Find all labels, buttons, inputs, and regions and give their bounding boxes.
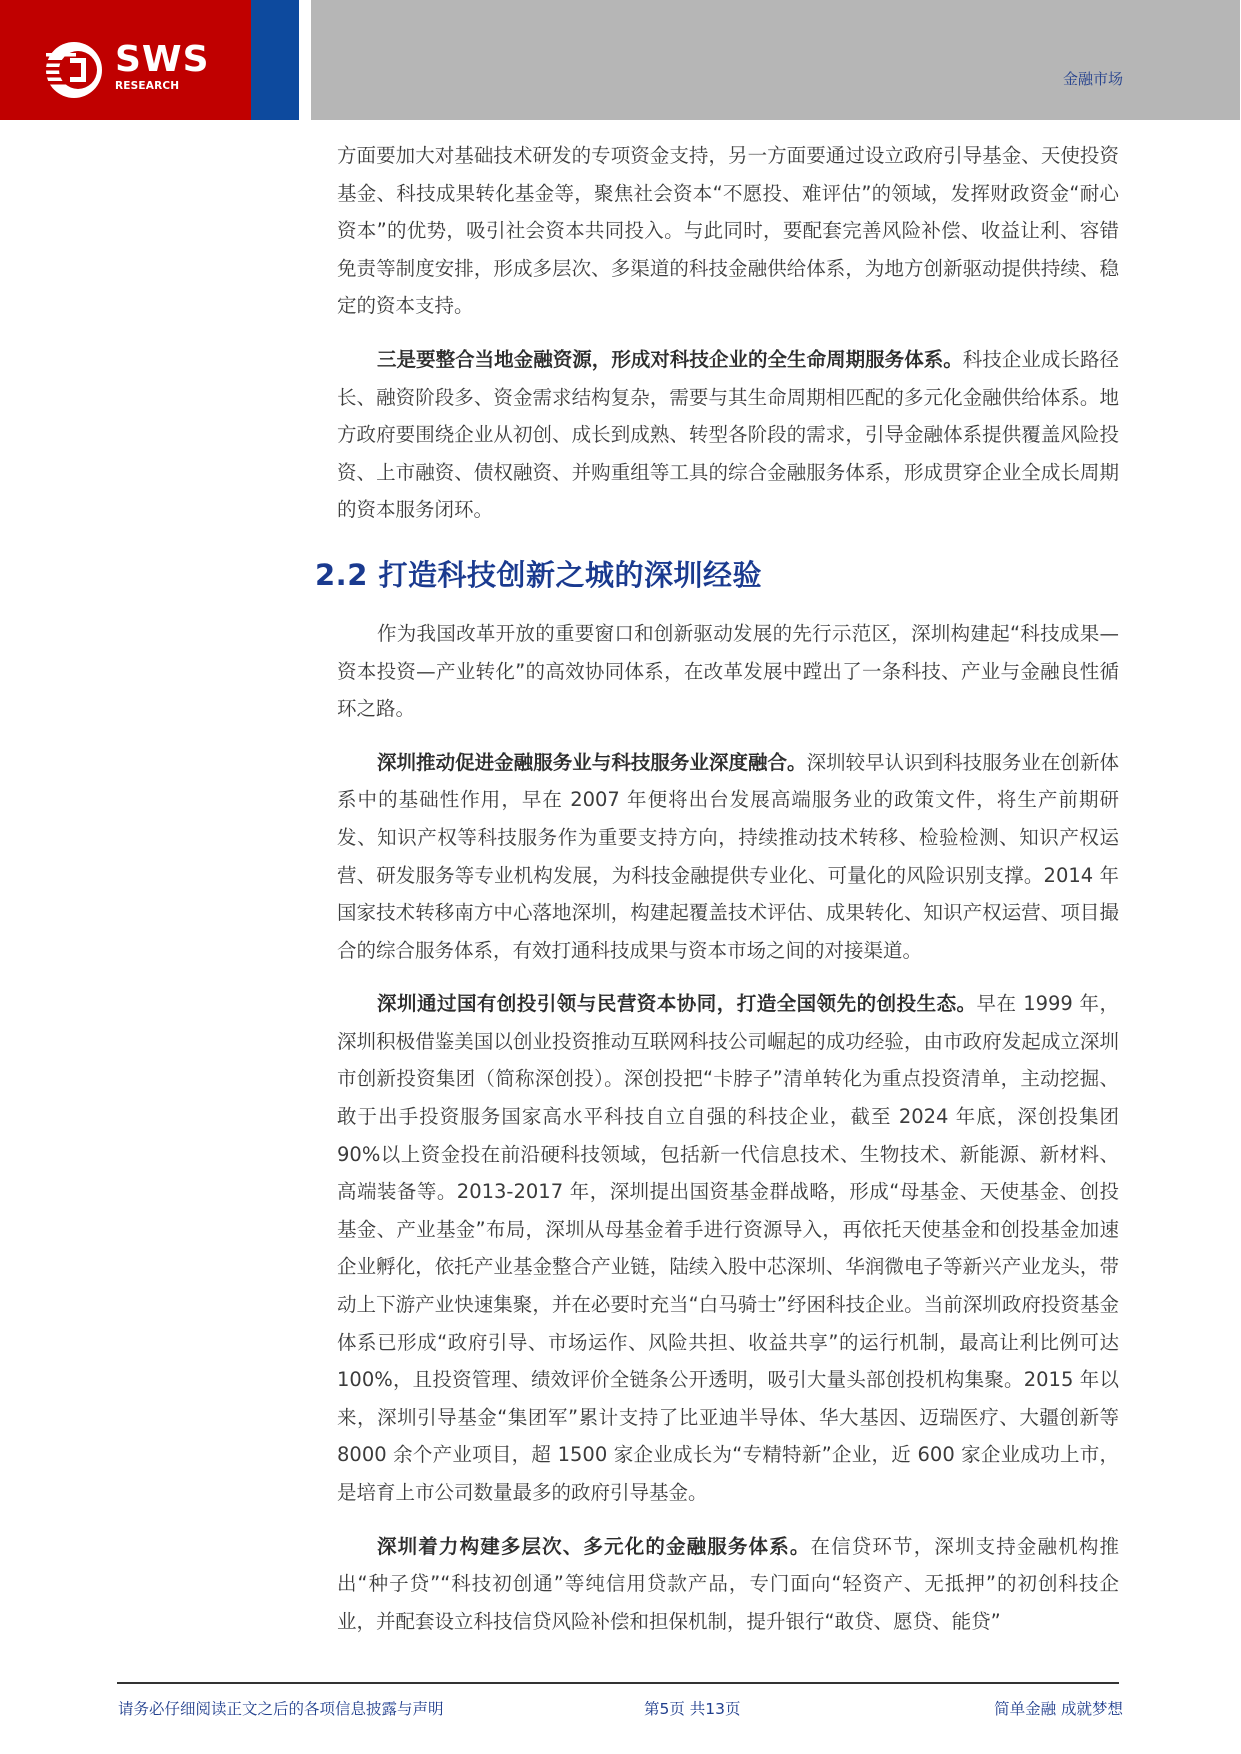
paragraph-financial-services: 深圳着力构建多层次、多元化的金融服务体系。在信贷环节，深圳支持金融机构推出“种子贷”“科技初创通”等纯信用贷款产品，专门面向“轻资产、无抵押”的初创科技企业，并配套设立科技信贷风险补偿和担保机制，提升银行“敢贷、愿贷、能贷” — [337, 1534, 1119, 1633]
paragraph-lifecycle-service: 三是要整合当地金融资源，形成对科技企业的全生命周期服务体系。科技企业成长路径长、融资阶段多、资金需求结构复杂，需要与其生命周期相匹配的多元化金融供给体系。地方政府要围绕企业从初创、成长到成熟、转型各阶段的需求，引导金融体系提供覆盖风险投资、上市融资、债权融资、并购重组等工具的综合金融服务体系，形成贯穿企业全成长周期的资本服务闭环。 — [337, 347, 1119, 522]
report-category: 金融市场 — [1062, 70, 1123, 88]
logo-sws-text: SWS — [115, 39, 210, 80]
footer-slogan: 简单金融 成就梦想 — [994, 1700, 1123, 1718]
section-heading: 2.2 打造科技创新之城的深圳经验 — [315, 557, 762, 592]
header-blue-stripe — [251, 0, 299, 120]
header-gray-band — [311, 0, 1240, 120]
paragraph-service-integration: 深圳推动促进金融服务业与科技服务业深度融合。深圳较早认识到科技服务业在创新体系中的基础性作用，早在 2007 年便将出台发展高端服务业的政策文件，将生产前期研发、知识产权等科技服务作为重要支持方向，持续推动技术转移、检验检测、知识产权运营、研发服务等专业机构发展，为科技金融提供专业化、可量化的风险识别支撑。2014 年国家技术转移南方中心落地深圳，构建起覆盖技术评估、成果转化、知识产权运营、项目撮合的综合服务体系，有效打通科技成果与资本市场之间的对接渠道。 — [337, 750, 1119, 962]
sws-globe-icon — [42, 40, 108, 100]
paragraph-lead: 深圳推动促进金融服务业与科技服务业深度融合。 — [377, 750, 807, 774]
paragraph-lead: 深圳通过国有创投引领与民营资本协同，打造全国领先的创投生态。 — [377, 992, 977, 1016]
sws-research-logo — [42, 40, 212, 100]
page-number: 第5页 共13页 — [644, 1700, 741, 1718]
paragraph-lead: 三是要整合当地金融资源，形成对科技企业的全生命周期服务体系。 — [377, 347, 963, 371]
logo-research-text: RESEARCH — [115, 80, 180, 92]
footer-divider — [117, 1682, 1119, 1684]
paragraph-venture-ecosystem: 深圳通过国有创投引领与民营资本协同，打造全国领先的创投生态。早在 1999 年，深圳积极借鉴美国以创业投资推动互联网科技公司崛起的成功经验，由市政府发起成立深圳市创新投资集团（简称深创投）。深创投把“卡脖子”清单转化为重点投资清单，主动挖掘、敢于出手投资服务国家高水平科技自立自强的科技企业，截至 2024 年底，深创投集团 90%以上资金投在前沿硬科技领域，包括新一代信息技术、生物技术、新能源、新材料、高端装备等。2013-2017 年，深圳提出国资基金群战略，形成“母基金、天使基金、创投基金、产业基金”布局，深圳从母基金着手进行资源导入，再依托天使基金和创投基金加速企业孵化，依托产业基金整合产业链，陆续入股中芯深圳、华润微电子等新兴产业龙头，带动上下游产业快速集聚，并在必要时充当“白马骑士”纾困科技企业。当前深圳政府投资基金体系已形成“政府引导、市场运作、风险共担、收益共享”的运行机制，最高让利比例可达 100%，且投资管理、绩效评价全链条公开透明，吸引大量头部创投机构集聚。2015 年以来，深圳引导基金“集团军”累计支持了比亚迪半导体、华大基因、迈瑞医疗、大疆创新等 8000 余个产业项目，超 1500 家企业成长为“专精特新”企业，近 600 家企业成功上市，是培育上市公司数量最多的政府引导基金。 — [337, 992, 1119, 1504]
paragraph-funding: 方面要加大对基础技术研发的专项资金支持，另一方面要通过设立政府引导基金、天使投资基金、科技成果转化基金等，聚焦社会资本“不愿投、难评估”的领域，发挥财政资金“耐心资本”的优势，吸引社会资本共同投入。与此同时，要配套完善风险补偿、收益让利、容错免责等制度安排，形成多层次、多渠道的科技金融供给体系，为地方创新驱动提供持续、稳定的资本支持。 — [337, 144, 1119, 318]
footer-disclaimer: 请务必仔细阅读正文之后的各项信息披露与声明 — [118, 1700, 444, 1718]
paragraph-lead: 深圳着力构建多层次、多元化的金融服务体系。 — [377, 1534, 811, 1558]
paragraph-intro: 作为我国改革开放的重要窗口和创新驱动发展的先行示范区，深圳构建起“科技成果—资本投资—产业转化”的高效协同体系，在改革发展中蹚出了一条科技、产业与金融良性循环之路。 — [337, 621, 1119, 721]
report-body — [315, 137, 1119, 1640]
